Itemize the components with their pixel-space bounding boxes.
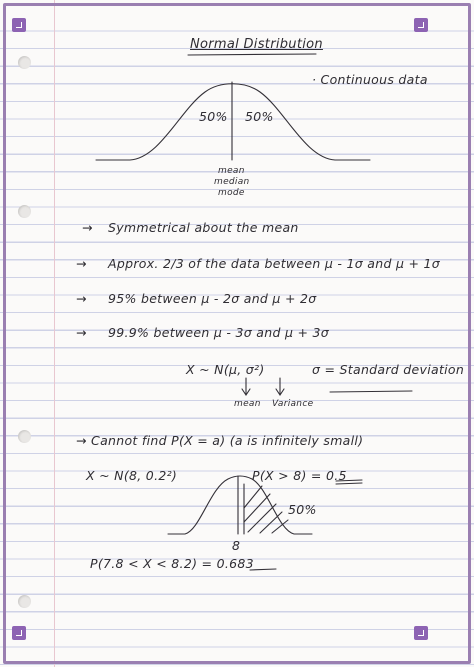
shade-line (244, 486, 262, 508)
example-probability: P(X > 8) = 0.5 (252, 468, 347, 483)
right-half-pct: 50% (245, 109, 274, 124)
mean-label: mean (218, 166, 245, 176)
shade-line (248, 504, 276, 532)
title-underline (188, 54, 316, 55)
point-arrow: → (76, 325, 87, 340)
shaded-percentage: 50% (288, 502, 317, 517)
median-label: median (214, 177, 250, 187)
bell-curve (96, 84, 370, 160)
distribution-notation: X ~ N(μ, σ²) (186, 362, 265, 377)
example-distribution: X ~ N(8, 0.2²) (86, 468, 178, 483)
answer-underline (250, 569, 276, 570)
shade-line (244, 494, 270, 522)
range-probability: P(7.8 < X < 8.2) = 0.683 (90, 556, 254, 571)
point-symmetrical: Symmetrical about the mean (108, 220, 299, 235)
point-two-thirds: Approx. 2/3 of the data between μ - 1σ and μ + 1σ (108, 256, 441, 271)
answer-underline (336, 483, 362, 484)
cannot-find-note: → Cannot find P(X = a) (a is infinitely small) (76, 433, 364, 448)
axis-mean-label: 8 (232, 538, 241, 553)
continuous-data-note: · Continuous data (312, 72, 428, 87)
page-title: Normal Distribution (190, 37, 323, 52)
point-arrow: → (76, 256, 87, 271)
point-arrow: → (76, 291, 87, 306)
shade-line (260, 512, 282, 533)
mu-meaning: mean (234, 399, 261, 409)
sigma-definition: σ = Standard deviation (312, 362, 465, 377)
variance-meaning: Variance (272, 399, 314, 409)
shade-line (272, 520, 288, 533)
left-half-pct: 50% (199, 109, 228, 124)
point-95: 95% between μ - 2σ and μ + 2σ (108, 291, 317, 306)
definition-underline (330, 391, 412, 392)
mode-label: mode (218, 188, 245, 198)
point-arrow: → (82, 220, 93, 235)
point-99: 99.9% between μ - 3σ and μ + 3σ (108, 325, 330, 340)
